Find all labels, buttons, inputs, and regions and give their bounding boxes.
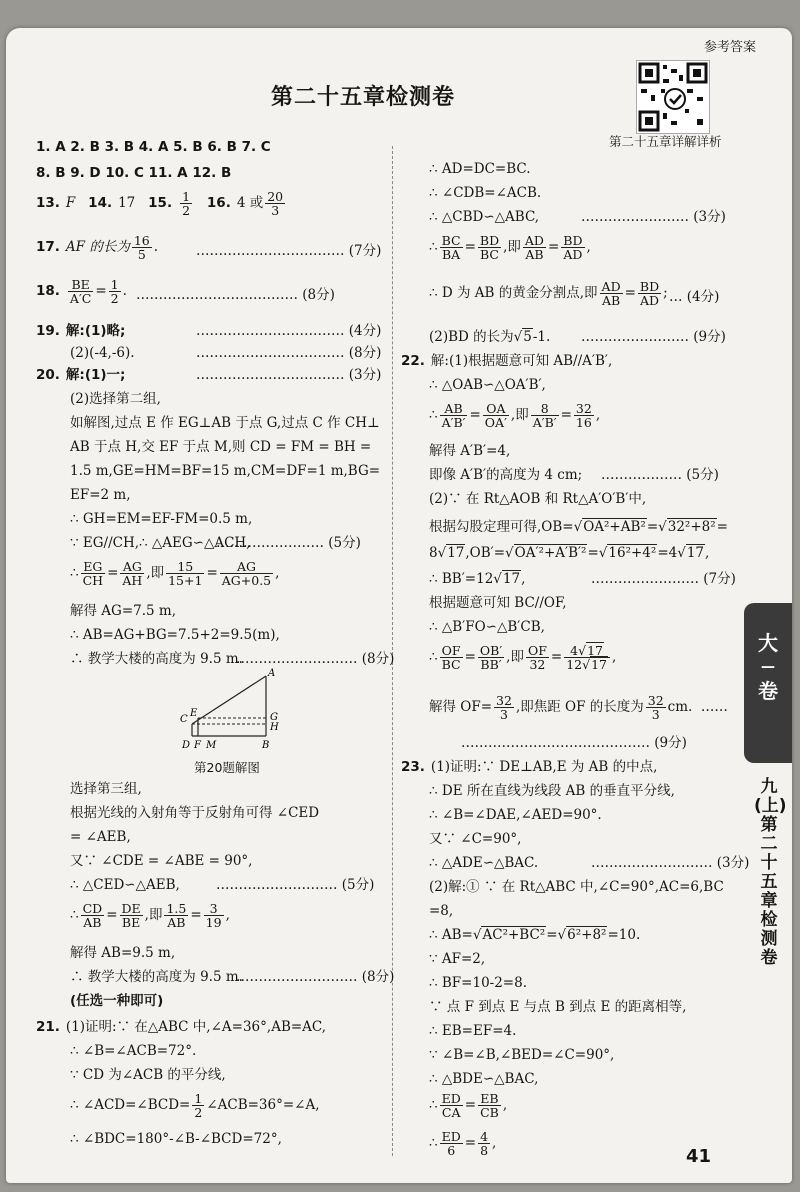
answer-22e: 即像 A′B′的高度为 4 cm; xyxy=(429,467,583,483)
answer-21f: ∴ AD=DC=BC. xyxy=(429,161,531,177)
answer-23m: ∵ ∠B=∠B,∠BED=∠C=90°, xyxy=(429,1047,615,1063)
answer-23b: ∴ DE 所在直线为线段 AB 的垂直平分线, xyxy=(429,783,675,799)
side-title: 九(上) 第二十五章检测卷 xyxy=(754,777,787,968)
figure-20 xyxy=(178,666,288,758)
right-column xyxy=(401,158,750,1168)
points-22m: …………………………………… (9分) xyxy=(461,735,687,751)
points-21j: … (4分) xyxy=(669,289,720,305)
qr-caption: 第二十五章详解详析 xyxy=(609,134,722,149)
answer-23e: ∴ △ADE∽△BAC. xyxy=(429,855,539,871)
answer-21a: 21. (1)证明:∵ 在△ABC 中,∠A=36°,AB=AC, xyxy=(36,1019,327,1035)
answer-23a: 23. (1)证明:∵ DE⊥AB,E 为 AB 的中点, xyxy=(401,759,658,775)
answer-20f: EF=2 m, xyxy=(70,487,131,503)
answer-21j: ∴ D 为 AB 的黄金分割点,即 $\frac{AD}{AB}$ = $\frac{BD}{AD}$ ; xyxy=(429,279,668,308)
answer-22k: ∴ △B′FO∽△B′CB, xyxy=(429,619,545,635)
answer-22g: 根据勾股定理可得,OB=√OA²+AB²=√32²+8²= xyxy=(429,519,728,535)
header-label: 参考答案 xyxy=(703,40,756,55)
points-22i: …………………… (7分) xyxy=(591,571,736,587)
answer-23o: ∴ $\frac{ED}{CA}$ = $\frac{EB}{CB}$ , xyxy=(429,1091,508,1120)
answer-23f: (2)解:① ∵ 在 Rt△ABC 中,∠C=90°,AC=6,BC xyxy=(429,879,724,895)
answer-20d: AB 于点 H,交 EF 于点 M,则 CD = FM = BH = xyxy=(70,439,372,455)
answer-21b: ∴ ∠B=∠ACB=72°. xyxy=(70,1043,197,1059)
answer-21c: ∵ CD 为∠ACB 的平分线, xyxy=(70,1067,226,1083)
points-22e: ……………… (5分) xyxy=(601,467,719,483)
answer-20e: 1.5 m,GE=HM=BF=15 m,CM=DF=1 m,BG= xyxy=(70,463,381,479)
answer-23h: ∴ AB=√AC²+BC²=√6²+8²=10. xyxy=(429,927,641,943)
mc-answers-line-1: 1. A 2. B 3. B 4. A 5. B 6. B 7. C xyxy=(36,139,271,155)
answer-20h: ∵ EG//CH,∴ △AEG∽△ACH, xyxy=(70,535,251,551)
answer-page xyxy=(6,28,792,1183)
answer-22c: ∴ $\frac{AB}{A'B'}$ = $\frac{OA}{OA'}$ ,即 $\frac{8}{A'B'}$ = $\frac{32}{16}$ , xyxy=(429,401,601,430)
answer-20l: ∴ 教学大楼的高度为 9.5 m. xyxy=(70,651,243,667)
points-20t: ……………………… (8分) xyxy=(236,969,395,985)
points-20a: …………………………… (3分) xyxy=(196,367,382,383)
answer-20o: = ∠AEB, xyxy=(70,829,131,845)
figure-caption: 第20题解图 xyxy=(194,760,260,775)
answer-18: 18. $\frac{BE}{A'C}$ = $\frac{1}{2}$ . xyxy=(36,277,127,306)
answer-23l: ∴ EB=EF=4. xyxy=(429,1023,517,1039)
points-20l: ……………………… (8分) xyxy=(236,651,395,667)
page-title: 第二十五章检测卷 xyxy=(271,85,456,110)
answer-17: 17. AF 的长为 $\frac{16}{5}$ . xyxy=(36,233,159,262)
answer-19a: 19. 解:(1)略; xyxy=(36,323,126,339)
answer-22d: 解得 A′B′=4, xyxy=(429,443,511,459)
figure-label: D xyxy=(182,740,191,751)
points-23e: ……………………… (3分) xyxy=(591,855,750,871)
points-19a: …………………………… (4分) xyxy=(196,323,382,339)
answer-20g: ∴ GH=EM=EF-FM=0.5 m, xyxy=(70,511,253,527)
answer-20u: (任选一种即可) xyxy=(70,993,164,1009)
answer-22i: ∴ BB′=12√17, xyxy=(429,571,526,587)
answer-23c: ∴ ∠B=∠DAE,∠AED=90°. xyxy=(429,807,602,823)
answer-20t: ∴ 教学大楼的高度为 9.5 m. xyxy=(70,969,243,985)
answer-22a: 22. 解:(1)根据题意可知 AB//A′B′, xyxy=(401,353,613,369)
answer-22f: (2)∵ 在 Rt△AOB 和 Rt△A′O′B′中, xyxy=(429,491,647,507)
answer-23p: ∴ $\frac{ED}{6}$ = $\frac{4}{8}$ , xyxy=(429,1129,497,1158)
answer-20c: 如解图,过点 E 作 EG⊥AB 于点 G,过点 C 作 CH⊥ xyxy=(70,415,380,431)
answer-22m: 解得 OF= $\frac{32}{3}$ ,即焦距 OF 的长度为 $\frac{32}{3}$ cm. …… xyxy=(429,693,728,722)
figure-label: G xyxy=(270,712,278,723)
figure-label: A xyxy=(268,668,276,679)
answer-22j: 根据题意可知 BC//OF, xyxy=(429,595,567,611)
answer-21g: ∴ ∠CDB=∠ACB. xyxy=(429,185,542,201)
qr-code-icon[interactable] xyxy=(636,60,710,134)
answer-23g: =8, xyxy=(429,903,454,919)
answer-20p: 又∵ ∠CDE = ∠ABE = 90°, xyxy=(70,853,253,869)
answer-23j: ∴ BF=10-2=8. xyxy=(429,975,528,991)
answer-21h: ∴ △CBD∽△ABC, xyxy=(429,209,540,225)
answer-20s: 解得 AB=9.5 m, xyxy=(70,945,176,961)
answer-13-16: 13. F 14. 17 15. $\frac{1}{2}$ 16. 4 或 $\frac{20}{3}$ xyxy=(36,189,284,218)
answer-22h: 8√17,OB′=√OA′²+A′B′²=√16²+4²=4√17, xyxy=(429,545,710,561)
answer-22b: ∴ △OAB∽△OA′B′, xyxy=(429,377,546,393)
answer-21d: ∴ ∠ACD=∠BCD= $\frac{1}{2}$ ∠ACB=36°=∠A, xyxy=(70,1091,320,1120)
points-21h: …………………… (3分) xyxy=(581,209,726,225)
answer-23n: ∴ △BDE∽△BAC, xyxy=(429,1071,539,1087)
mc-answers-line-2: 8. B 9. D 10. C 11. A 12. B xyxy=(36,165,232,181)
figure-label: E xyxy=(190,708,198,719)
answer-22l: ∴ $\frac{OF}{BC}$ = $\frac{OB'}{BB'}$ ,即 $\frac{OF}{32}$ = $\frac{4√17}{12√17}$ , xyxy=(429,643,617,672)
answer-23k: ∵ 点 F 到点 E 与点 B 到点 E 的距离相等, xyxy=(429,999,687,1015)
points-20h: …………………… (5分) xyxy=(216,535,361,551)
answer-21k: (2)BD 的长为√5-1. xyxy=(429,329,551,345)
points-20q: ……………………… (5分) xyxy=(216,877,375,893)
answer-19b: (2)(-4,-6). xyxy=(70,345,135,361)
points-21k: …………………… (9分) xyxy=(581,329,726,345)
answer-20k: ∴ AB=AG+BG=7.5+2=9.5(m), xyxy=(70,627,280,643)
figure-label: M xyxy=(206,740,217,751)
answer-20n: 根据光线的入射角等于反射角可得 ∠CED xyxy=(70,805,320,821)
left-column-lower xyxy=(36,778,395,1168)
points-17: …………………………… (7分) xyxy=(196,243,382,259)
answer-20i: ∴ $\frac{EG}{CH}$ = $\frac{AG}{AH}$ ,即 $\frac{15}{15+1}$ = $\frac{AG}{AG+0.5}$ , xyxy=(70,559,280,588)
answer-23i: ∵ AF=2, xyxy=(429,951,486,967)
page-number: 41 xyxy=(686,1146,712,1167)
answer-20j: 解得 AG=7.5 m, xyxy=(70,603,176,619)
points-18: ……………………………… (8分) xyxy=(136,287,335,303)
answer-23d: 又∵ ∠C=90°, xyxy=(429,831,522,847)
points-19b: …………………………… (8分) xyxy=(196,345,382,361)
figure-label: H xyxy=(270,722,279,733)
answer-21i: ∴ $\frac{BC}{BA}$ = $\frac{BD}{BC}$ ,即 $\frac{AD}{AB}$ = $\frac{BD}{AD}$ , xyxy=(429,233,591,262)
figure-label: C xyxy=(180,714,188,725)
answer-21e: ∴ ∠BDC=180°-∠B-∠BCD=72°, xyxy=(70,1131,282,1147)
answer-20m: 选择第三组, xyxy=(70,781,142,797)
answer-20a: 20. 解:(1)一; xyxy=(36,367,126,383)
figure-label: F xyxy=(194,740,201,751)
answer-20b: (2)选择第二组, xyxy=(70,391,161,407)
figure-label: B xyxy=(262,740,270,751)
answer-20q: ∴ △CED∽△AEB, xyxy=(70,877,180,893)
side-tab-text: 大 — 卷 xyxy=(758,631,778,703)
answer-20r: ∴ $\frac{CD}{AB}$ = $\frac{DE}{BE}$ ,即 $\frac{1.5}{AB}$ = $\frac{3}{19}$ , xyxy=(70,901,230,930)
